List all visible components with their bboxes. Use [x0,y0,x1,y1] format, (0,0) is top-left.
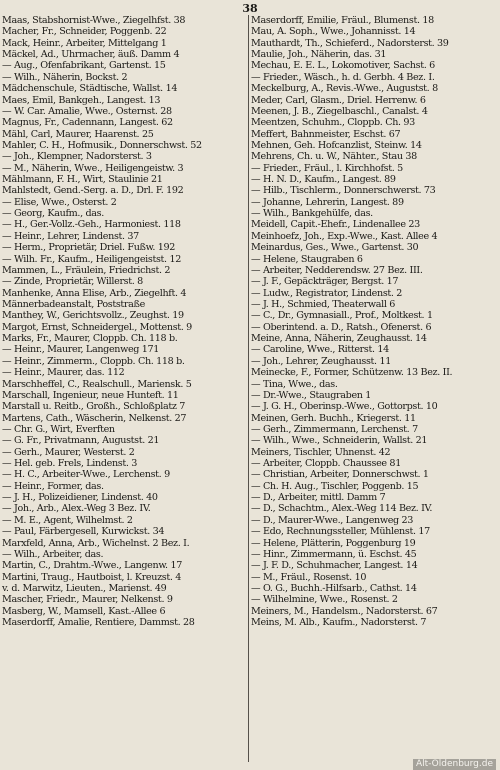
directory-entry: — Heinr., Lehrer, Lindenst. 37 [2,230,139,242]
directory-entry: Meine, Anna, Näherin, Zeughausst. 14 [251,333,427,345]
directory-entry: — D., Arbeiter, mittl. Damm 7 [251,492,386,504]
directory-entry: — Wilh., Wwe., Schneiderin, Wallst. 21 [251,435,428,447]
directory-entry: — Hilb., Tischlerm., Donnerschwerst. 73 [251,185,436,197]
directory-entry: Maserdorff, Emilie, Fräul., Blumenst. 18 [251,15,434,26]
directory-entry: — Heinr., Maurer, Langenweg 171 [2,344,160,356]
directory-entry: Meinhoefz, Joh., Exp.-Wwe., Kast. Allee 4 [251,230,438,242]
page-number: 38 [242,2,258,15]
directory-entry: — Wilh. Fr., Kaufm., Heiligengeistst. 12 [2,253,181,265]
directory-entry: — Heinr., Zimmerm., Cloppb. Ch. 118 b. [2,355,185,367]
directory-entry: Magnus, Fr., Cadennann, Langest. 62 [2,117,173,129]
directory-entry: — Christian, Arbeiter, Donnerschwst. 1 [251,469,429,481]
directory-entry: — Wilh., Arbeiter, das. [2,548,104,560]
directory-entry: Macher, Fr., Schneider, Poggenb. 22 [2,26,167,38]
directory-entry: — Helene, Plätterin, Poggenburg 19 [251,537,416,549]
directory-entry: Mack, Heinr., Arbeiter, Mittelgang 1 [2,37,167,49]
directory-entry: Mählmann, F. H., Wirt, Staulinie 21 [2,174,163,186]
directory-entry: — Herm., Proprietär, Driel. Fußw. 192 [2,242,175,254]
directory-entry: Manthey, W., Gerichtsvollz., Zeughst. 19 [2,310,184,322]
directory-entry: Mädchenschule, Städtische, Wallst. 14 [2,83,178,95]
directory-entry: — G. Fr., Privatmann, Augustst. 21 [2,435,160,447]
directory-entry: Maas, Stabshornist-Wwe., Ziegelhfst. 38 [2,15,186,26]
directory-entry: Meiners, M., Handelsm., Nadorsterst. 67 [251,605,438,617]
directory-entry: — Arbeiter, Nedderendsw. 27 Bez. III. [251,264,423,276]
directory-entry: — Joh., Arb., Alex.-Weg 3 Bez. IV. [2,503,151,515]
directory-entry: Meiners, Tischler, Uhnenst. 42 [251,446,391,458]
directory-entry: — Gerh., Zimmermann, Lerchenst. 7 [251,423,418,435]
directory-entry: Mauthardt, Th., Schieferd., Nadorsterst. 39 [251,37,449,49]
directory-entry: — J. G. H., Oberinsp.-Wwe., Gottorpst. 10 [251,401,438,413]
directory-entry: Mammen, L., Fräulein, Friedrichst. 2 [2,264,171,276]
directory-entry: — Georg, Kaufm., das. [2,208,104,220]
directory-entry: Manhenke, Anna Elise, Arb., Ziegelhft. 4 [2,287,187,299]
directory-entry: — Paul, Färbergesell, Kurwickst. 34 [2,526,165,538]
directory-entry: — Wilh., Näherin, Bockst. 2 [2,71,128,83]
directory-entry: Mähl, Carl, Maurer, Haarenst. 25 [2,128,154,140]
directory-entry: — Oberintend. a. D., Ratsh., Ofenerst. 6 [251,321,432,333]
directory-entry: — Wilhelmine, Wwe., Rosenst. 2 [251,594,398,606]
directory-entry: — J. H., Schmied, Theaterwall 6 [251,298,396,310]
directory-entry: Mau, A. Soph., Wwe., Johannisst. 14 [251,26,416,38]
right-column [251,15,495,762]
directory-entry: Mahlstedt, Gend.-Serg. a. D., Drl. F. 192 [2,185,184,197]
directory-entry: Männerbadeanstalt, Poststraße [2,298,145,310]
directory-entry: — D., Schachtm., Alex.-Weg 114 Bez. IV. [251,503,433,515]
directory-entry: — C., Dr., Gymnasiall., Prof., Moltkest. 1 [251,310,433,322]
watermark: Alt-Oldenburg.de [413,759,496,770]
directory-entry: Martini, Traug., Hautboist, l. Kreuzst. 4 [2,571,182,583]
directory-entry: — M., Fräul., Rosenst. 10 [251,571,367,583]
directory-entry: — Wilh., Bankgehülfe, das. [251,208,373,220]
directory-entry: Mascher, Friedr., Maurer, Nelkenst. 9 [2,594,173,606]
directory-entry: Maserdorff, Amalie, Rentiere, Dammst. 28 [2,617,195,629]
directory-entry: Mäckel, Ad., Uhrmacher, äuß. Damm 4 [2,49,180,61]
directory-entry: — Johanne, Lehrerin, Langest. 89 [251,196,404,208]
directory-entry: Marstall u. Reitb., Großh., Schloßplatz 7 [2,401,185,413]
directory-entry: — Edo, Rechnungssteller, Mühlenst. 17 [251,526,430,538]
directory-entry: — Chr. G., Wirt, Everften [2,423,115,435]
directory-entry: — Heinr., Former, das. [2,480,104,492]
directory-entry: Meinardus, Ges., Wwe., Gartenst. 30 [251,242,419,254]
left-column [2,15,246,762]
directory-entry: Meenen, J. B., Ziegelbaschl., Canalst. 4 [251,105,428,117]
directory-entry: Meffert, Bahnmeister, Eschst. 67 [251,128,401,140]
directory-entry: — D., Maurer-Wwe., Langenweg 23 [251,514,414,526]
directory-entry: — H. N. D., Kaufm., Langest. 89 [251,174,396,186]
directory-entry: Marschall, Ingenieur, neue Hunteft. 11 [2,389,179,401]
directory-entry: — Helene, Staugraben 6 [251,253,363,265]
directory-entry: Mahler, C. H., Hofmusik., Donnerschwst. 52 [2,139,202,151]
directory-entry: Martens, Cath., Wäscherin, Nelkenst. 27 [2,412,187,424]
directory-entry: Maulie, Joh., Näherin, das. 31 [251,49,387,61]
directory-entry: — Joh., Lehrer, Zeughausst. 11 [251,355,391,367]
directory-entry: Masberg, W., Mamsell, Kast.-Allee 6 [2,605,166,617]
directory-entry: — W. Car. Amalie, Wwe., Osternst. 28 [2,105,172,117]
directory-entry: Meckelburg, A., Revis.-Wwe., Augustst. 8 [251,83,438,95]
directory-entry: — H. C., Arbeiter-Wwe., Lerchenst. 9 [2,469,170,481]
directory-entry: — Tina, Wwe., das. [251,378,338,390]
directory-entry: — Joh., Klempner, Nadorsterst. 3 [2,151,152,163]
directory-entry: Meidell, Capit.-Ehefr., Lindenallee 23 [251,219,420,231]
directory-entry: — Hel. geb. Frels, Lindenst. 3 [2,458,138,470]
directory-entry: Margot, Ernst, Schneidergel., Mottenst. 9 [2,321,192,333]
directory-entry: — Dr.-Wwe., Staugraben 1 [251,389,372,401]
directory-entry: — Aug., Ofenfabrikant, Gartenst. 15 [2,60,166,72]
directory-entry: Maes, Emil, Bankgeh., Langest. 13 [2,94,161,106]
directory-entry: Meentzen, Schuhm., Cloppb. Ch. 93 [251,117,415,129]
directory-entry: — Gerh., Maurer, Westerst. 2 [2,446,135,458]
directory-entry: Martin, C., Drahtm.-Wwe., Langenw. 17 [2,560,182,572]
column-divider [248,15,249,762]
directory-entry: Meins, M. Alb., Kaufm., Nadorsterst. 7 [251,617,427,629]
directory-entry: Mechau, E. E. L., Lokomotiver, Sachst. 6 [251,60,435,72]
directory-entry: Marschheffel, C., Realschull., Mariensk. 5 [2,378,192,390]
directory-entry: — Frieder., Fräul., l. Kirchhofst. 5 [251,162,403,174]
directory-entry: — O. G., Buchh.-Hilfsarb., Cathst. 14 [251,582,417,594]
directory-entry: v. d. Marwitz, Lieuten., Marienst. 49 [2,582,167,594]
directory-entry: Meinen, Gerh. Buchh., Kriegerst. 11 [251,412,416,424]
directory-entry: — Caroline, Wwe., Ritterst. 14 [251,344,389,356]
directory-entry: Marxfeld, Anna, Arb., Wichelnst. 2 Bez. I. [2,537,190,549]
directory-entry: — Heinr., Maurer, das. 112 [2,367,125,379]
directory-entry: — Frieder., Wäsch., h. d. Gerbh. 4 Bez. I. [251,71,435,83]
directory-entry: — J. H., Polizeidiener, Lindenst. 40 [2,492,158,504]
directory-entry: Mehnen, Geh. Hofcanzlist, Steinw. 14 [251,139,422,151]
directory-entry: — M. E., Agent, Wilhelmst. 2 [2,514,133,526]
directory-entry: — Arbeiter, Cloppb. Chaussee 81 [251,458,401,470]
directory-entry: — J. F., Gepäckträger, Bergst. 17 [251,276,399,288]
directory-entry: Mehrens, Ch. u. W., Nähter., Stau 38 [251,151,417,163]
directory-entry: — Ludw., Registrator, Lindenst. 2 [251,287,403,299]
directory-entry: — Elise, Wwe., Osterst. 2 [2,196,117,208]
directory-entry: — M., Näherin, Wwe., Heiligengeistw. 3 [2,162,184,174]
directory-entry: Meinecke, F., Former, Schützenw. 13 Bez. II. [251,367,453,379]
directory-entry: — Zinde, Proprietär, Willerst. 8 [2,276,143,288]
directory-entry: Marks, Fr., Maurer, Cloppb. Ch. 118 b. [2,333,178,345]
directory-entry: — Ch. H. Aug., Tischler, Poggenb. 15 [251,480,419,492]
directory-entry: — Hinr., Zimmermann, ü. Eschst. 45 [251,548,417,560]
directory-entry: — H., Ger.-Vollz.-Geh., Harmoniest. 118 [2,219,181,231]
directory-entry: Meder, Carl, Glasm., Driel. Herrenw. 6 [251,94,426,106]
directory-entry: — J. F. D., Schuhmacher, Langest. 14 [251,560,418,572]
